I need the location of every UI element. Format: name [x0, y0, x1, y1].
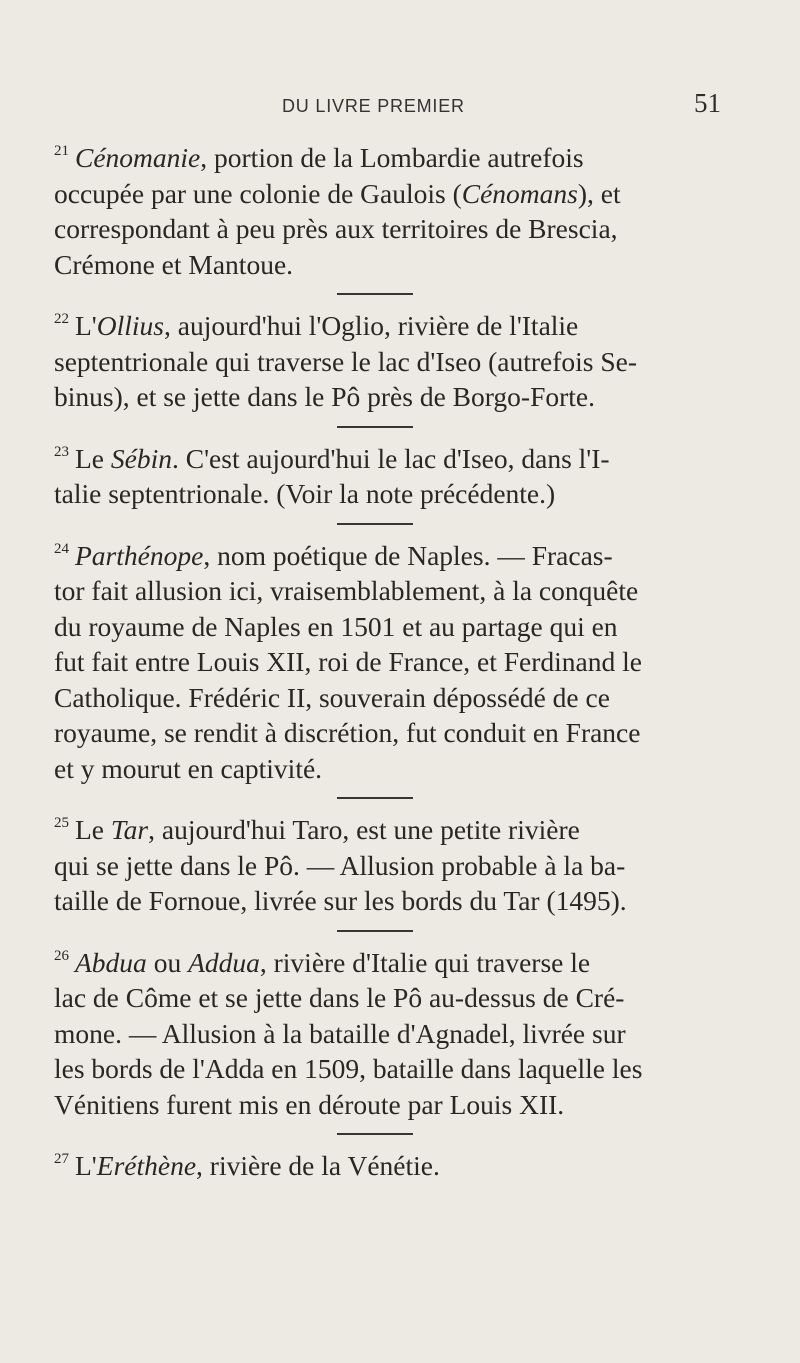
note-text: Le [75, 442, 111, 474]
note-separator [337, 523, 413, 525]
note-text: , rivière de la Vénétie. [196, 1150, 440, 1181]
footnote-number: 26 [54, 947, 69, 964]
italic-term: Tar [110, 814, 149, 845]
footnote-21 [54, 140, 744, 282]
running-head [0, 88, 800, 128]
note-text: taille de Fornoue, livrée sur les bords du Tar (1495). [54, 885, 627, 916]
note-text: binus), et se jette dans le Pô près de Borgo-Forte. [54, 381, 595, 412]
footnote-23 [54, 441, 744, 512]
footnote-25 [54, 812, 744, 919]
note-text: , nom poétique de Naples. — Fracas- [203, 539, 613, 571]
footnote-number: 27 [54, 1151, 69, 1167]
footnote-number: 25 [54, 815, 69, 831]
note-separator [337, 293, 413, 295]
note-text: mone. — Allusion à la bataille d'Agnadel, livrée sur [54, 1017, 626, 1049]
italic-term: Sébin [110, 442, 172, 474]
note-text: lac de Côme et se jette dans le Pô au-dessus de Cré- [54, 982, 625, 1013]
italic-term: Cénomanie [75, 142, 201, 173]
note-text: les bords de l'Adda en 1509, bataille dans laquelle les [54, 1053, 643, 1084]
note-text: L' [75, 1150, 97, 1181]
note-text: royaume, se rendit à discrétion, fut conduit en France [54, 717, 641, 748]
italic-term: Addua [188, 946, 260, 978]
running-title: DU LIVRE PREMIER [282, 96, 465, 116]
footnote-26 [54, 945, 744, 1123]
note-text: talie septentrionale. (Voir la note précédente.) [54, 478, 556, 509]
footnote-number: 24 [54, 540, 69, 557]
footnote-number: 23 [54, 443, 69, 460]
note-text: Catholique. Frédéric II, souverain dépossédé de ce [54, 681, 610, 713]
footnote-22 [54, 308, 744, 415]
italic-term: Abdua [75, 946, 147, 978]
note-separator [337, 930, 413, 932]
note-text: fut fait entre Louis XII, roi de France, et Ferdinand le [54, 646, 642, 677]
note-text: Vénitiens furent mis en déroute par Louis XII. [54, 1088, 565, 1120]
note-text: occupée par une colonie de Gaulois ( [54, 177, 462, 209]
italic-term: Parthénope [75, 539, 204, 571]
note-separator [337, 426, 413, 428]
footnote-24 [54, 538, 744, 787]
note-separator [337, 797, 413, 799]
note-text: . C'est aujourd'hui le lac d'Iseo, dans l'I- [172, 442, 610, 474]
italic-term: Ollius [96, 310, 164, 341]
note-text: , aujourd'hui l'Oglio, rivière de l'Italie [164, 310, 579, 341]
footnote-number: 21 [54, 143, 69, 159]
note-text: du royaume de Naples en 1501 et au partage qui en [54, 610, 618, 642]
note-text: , aujourd'hui Taro, est une petite rivière [148, 814, 580, 845]
italic-term: Eréthène [96, 1150, 197, 1181]
note-text: ou [146, 946, 189, 978]
note-text: Le [75, 814, 111, 845]
note-text: septentrionale qui traverse le lac d'Iseo (autrefois Se- [54, 345, 637, 377]
note-text: L' [75, 310, 97, 341]
note-text: Crémone et Mantoue. [54, 248, 294, 280]
footnote-number: 22 [54, 311, 69, 327]
page-number: 51 [694, 88, 721, 118]
footnote-27 [54, 1148, 744, 1184]
note-text: qui se jette dans le Pô. — Allusion probable à la ba- [54, 849, 626, 881]
note-separator [337, 1133, 413, 1135]
italic-term: Cénomans [461, 177, 578, 209]
note-text: tor fait allusion ici, vraisemblablement, à la conquête [54, 575, 639, 606]
footnotes [54, 140, 744, 1184]
note-text: correspondant à peu près aux territoires de Brescia, [54, 213, 618, 244]
note-text: ), et [577, 177, 621, 209]
note-text: et y mourut en captivité. [54, 752, 323, 784]
note-text: , rivière d'Italie qui traverse le [259, 946, 591, 978]
note-text: , portion de la Lombardie autrefois [200, 142, 584, 173]
